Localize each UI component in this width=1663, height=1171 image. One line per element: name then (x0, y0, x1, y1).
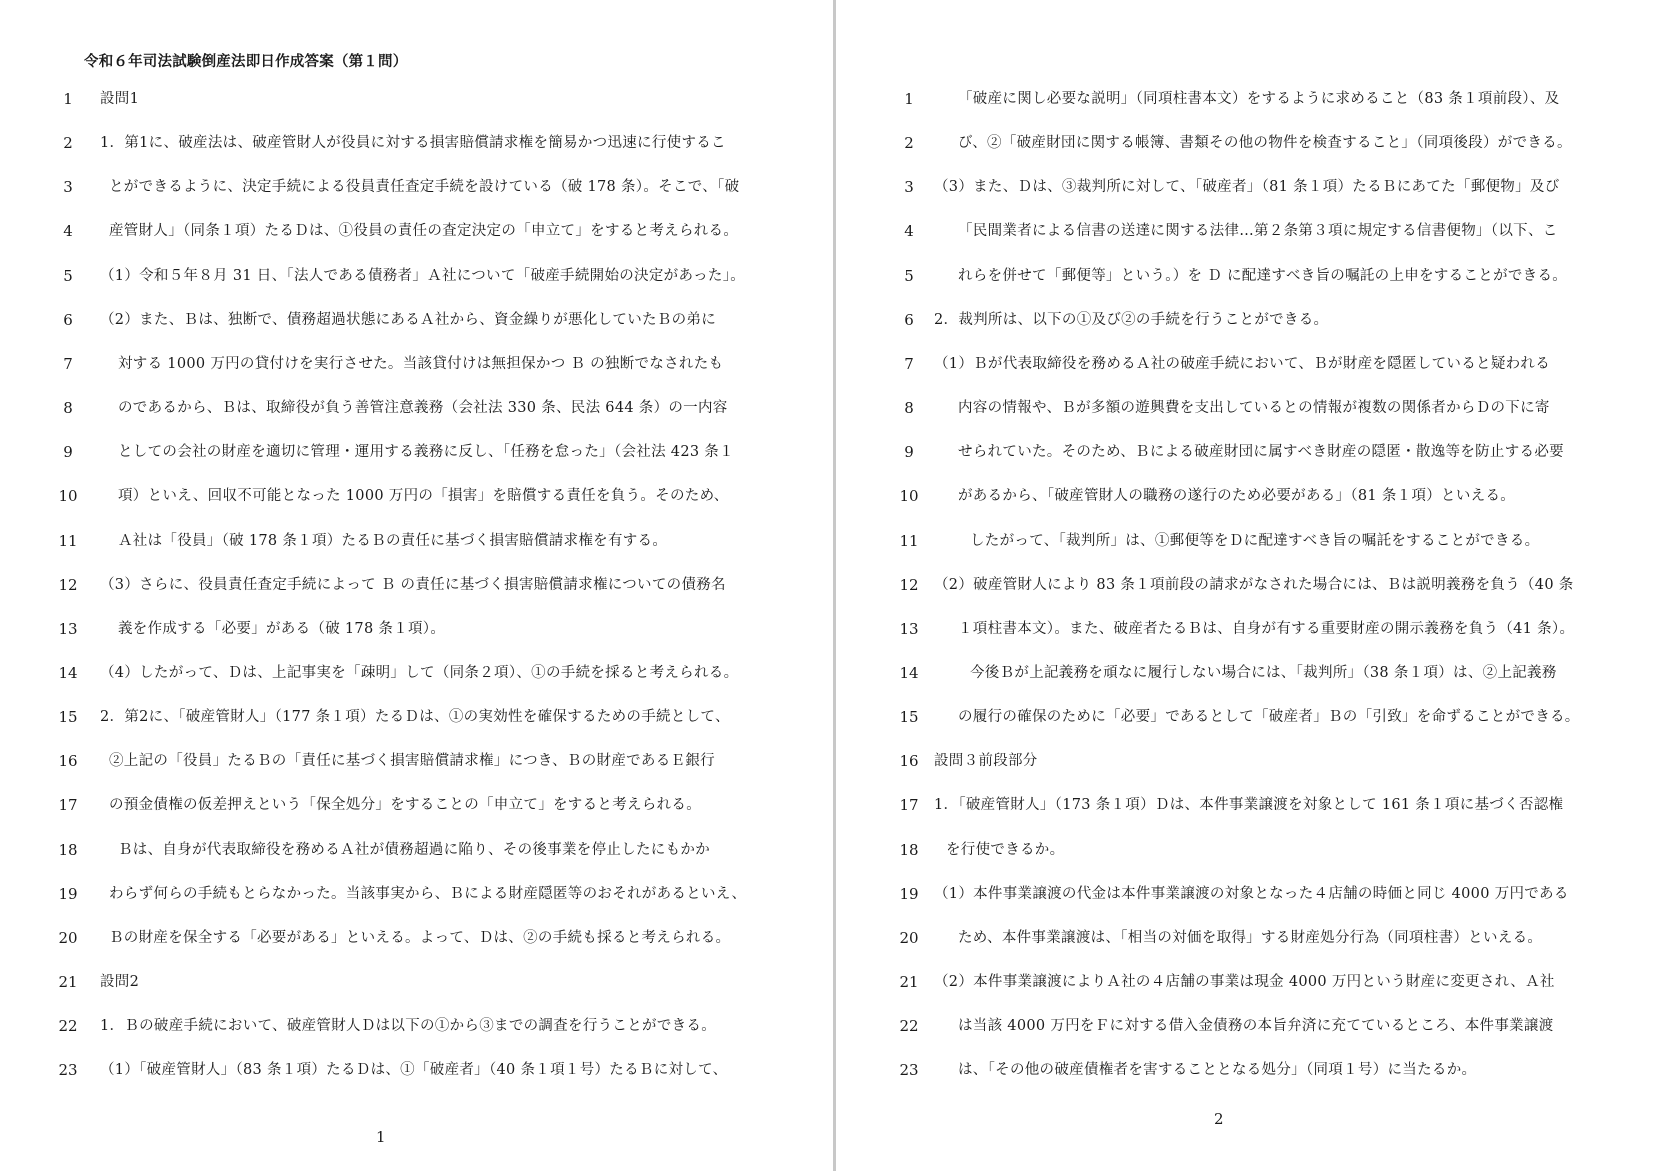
line-text: （1）本件事業譲渡の代金は本件事業譲渡の対象となった４店舗の時価と同じ 4000 万円である (934, 885, 1569, 902)
document-line (0, 1058, 833, 1082)
line-text: （1）「破産管財人」（83 条１項）たるＤは、①「破産者」（40 条１項１号）たるＢに対して、 (100, 1062, 728, 1079)
document-line (836, 882, 1663, 906)
line-number: 20 (899, 928, 919, 947)
document-line (0, 308, 833, 332)
line-number: 4 (63, 222, 73, 241)
line-text: 設問2 (100, 974, 140, 990)
document-line (836, 175, 1663, 199)
document-line (0, 219, 833, 243)
line-text: の預金債権の仮差押えという「保全処分」をすることの「申立て」をすると考えられる。 (109, 797, 701, 814)
line-text: （2）また、Ｂは、独断で、債務超過状態にあるＡ社から、資金繰りが悪化していたＢの弟に (100, 311, 717, 328)
line-text: とができるように、決定手続による役員責任査定手続を設けている（破 178 条）。そこで、「破 (109, 179, 740, 196)
document-line (0, 131, 833, 155)
document-line (0, 749, 833, 773)
line-text: のであるから、Ｂは、取締役が負う善管注意義務（会社法 330 条、民法 644 条）の一内容 (118, 400, 728, 417)
document-line (836, 484, 1663, 508)
line-text: （2）本件事業譲渡によりＡ社の４店舗の事業は現金 4000 万円という財産に変更され、Ａ社 (934, 974, 1555, 990)
line-number: 9 (63, 443, 73, 462)
line-number: 11 (58, 531, 78, 550)
line-number: 16 (899, 752, 919, 771)
line-text: 1．Ｂの破産手続において、破産管財人Ｄは以下の①から③までの調査を行うことができる。 (100, 1018, 717, 1035)
document-line (0, 573, 833, 597)
line-text: ため、本件事業譲渡は、「相当の対価を取得」する財産処分行為（同項柱書）といえる。 (958, 929, 1543, 946)
document-line (836, 131, 1663, 155)
line-text: の履行の確保のために「必要」であるとして「破産者」Ｂの「引致」を命ずることができる。 (958, 709, 1580, 726)
document-line (836, 617, 1663, 641)
line-number: 14 (899, 663, 919, 682)
line-number: 9 (904, 443, 914, 462)
line-text: 2．第2に、「破産管財人」（177 条１項）たるＤは、①の実効性を確保するための手続として、 (100, 709, 730, 726)
document-line (836, 926, 1663, 950)
line-text: 1．第1に、破産法は、破産管財人が役員に対する損害賠償請求権を簡易かつ迅速に行使するこ (100, 135, 726, 152)
page-number: 1 (376, 1128, 386, 1146)
document-line (0, 926, 833, 950)
line-text: があるから、「破産管財人の職務の遂行のため必要がある」（81 条１項）といえる。 (958, 488, 1516, 505)
document-line (836, 264, 1663, 288)
document-line (0, 617, 833, 641)
line-text: （4）したがって、Ｄは、上記事実を「疎明」して（同条２項）、①の手続を採ると考えられる。 (100, 664, 739, 681)
document-line (0, 838, 833, 862)
line-number: 22 (58, 1017, 78, 1036)
document-line (836, 352, 1663, 376)
line-text: Ｂは、自身が代表取締役を務めるＡ社が債務超過に陥り、その後事業を停止したにもかか (118, 841, 710, 858)
document-line (836, 705, 1663, 729)
line-number: 21 (899, 973, 919, 991)
page-number: 2 (1214, 1110, 1224, 1128)
line-number: 22 (899, 1017, 919, 1036)
line-number: 8 (904, 399, 914, 418)
document-line (0, 882, 833, 906)
line-number: 19 (899, 884, 919, 903)
document-line (836, 573, 1663, 597)
line-text: （3）また、Ｄは、③裁判所に対して、「破産者」（81 条１項）たるＢにあてた「郵便物」及び (934, 179, 1560, 196)
line-text: 義を作成する「必要」がある（破 178 条１項）。 (118, 620, 446, 637)
line-number: 23 (899, 1061, 919, 1080)
line-number: 8 (63, 399, 73, 418)
line-text: を行使できるか。 (946, 841, 1065, 858)
document-line (836, 1014, 1663, 1038)
line-number: 12 (58, 575, 78, 594)
line-number: 2 (63, 134, 73, 153)
line-number: 12 (899, 575, 919, 594)
line-number: 14 (58, 663, 78, 682)
line-text: ②上記の「役員」たるＢの「責任に基づく損害賠償請求権」につき、Ｂの財産であるＥ銀行 (109, 753, 715, 770)
line-text: は当該 4000 万円をＦに対する借入金債務の本旨弁済に充てているところ、本件事業譲渡 (958, 1018, 1554, 1035)
line-text: 1．「破産管財人」（173 条１項）Ｄは、本件事業譲渡を対象として 161 条１項に基づく否認権 (934, 797, 1564, 814)
document-line (836, 1058, 1663, 1082)
line-number: 11 (899, 531, 919, 550)
line-text: 「民間業者による信書の送達に関する法律…第２条第３項に規定する信書便物」（以下、こ (958, 223, 1558, 240)
document-line (836, 793, 1663, 817)
line-number: 3 (63, 178, 73, 197)
document-title: 令和６年司法試験倒産法即日作成答案（第１問） (84, 54, 408, 70)
line-text: （3）さらに、役員責任査定手続によって Ｂ の責任に基づく損害賠償請求権についての債務名 (100, 576, 726, 593)
line-text: 対する 1000 万円の貸付けを実行させた。当該貸付けは無担保かつ Ｂ の独断でなされたも (118, 355, 724, 372)
line-text: Ａ社は「役員」（破 178 条１項）たるＢの責任に基づく損害賠償請求権を有する。 (118, 532, 668, 549)
document-line (836, 529, 1663, 553)
document-line (0, 484, 833, 508)
line-number: 6 (904, 310, 914, 329)
line-number: 17 (899, 796, 919, 815)
line-number: 21 (58, 973, 78, 991)
line-number: 23 (58, 1061, 78, 1080)
document-line (836, 219, 1663, 243)
line-text: 設問1 (100, 91, 140, 107)
line-text: 2．裁判所は、以下の①及び②の手続を行うことができる。 (934, 311, 1329, 328)
document-line (836, 661, 1663, 685)
line-number: 13 (899, 619, 919, 638)
line-text: わらず何らの手続もとらなかった。当該事実から、Ｂによる財産隠匿等のおそれがあるといえ、 (109, 885, 747, 902)
document-line (836, 749, 1663, 773)
line-text: としての会社の財産を適切に管理・運用する義務に反し、「任務を怠った」（会社法 423 条１ (118, 444, 734, 461)
line-text: （1）Ｂが代表取締役を務めるＡ社の破産手続において、Ｂが財産を隠匿していると疑われる (934, 355, 1551, 372)
line-number: 10 (899, 487, 919, 506)
line-text: 今後Ｂが上記義務を頑なに履行しない場合には、「裁判所」（38 条１項）は、②上記義務 (970, 664, 1557, 681)
line-number: 19 (58, 884, 78, 903)
document-line (0, 661, 833, 685)
line-text: （1）令和５年８月 31 日、「法人である債務者」Ａ社について「破産手続開始の決定があった」。 (100, 267, 746, 284)
document-line (0, 87, 833, 111)
document-line (0, 1014, 833, 1038)
line-text: 産管財人」（同条１項）たるＤは、①役員の責任の査定決定の「申立て」をすると考えられる。 (109, 223, 739, 240)
document-line (836, 838, 1663, 862)
line-number: 3 (904, 178, 914, 197)
line-text: せられていた。そのため、Ｂによる破産財団に属すべき財産の隠匿・散逸等を防止する必要 (958, 444, 1564, 461)
line-text: （2）破産管財人により 83 条１項前段の請求がなされた場合には、Ｂは説明義務を負う（40 条 (934, 576, 1574, 593)
line-number: 10 (58, 487, 78, 506)
document-line (836, 396, 1663, 420)
line-number: 5 (904, 266, 914, 285)
document-line (0, 264, 833, 288)
line-number: 7 (63, 354, 73, 373)
document-line (0, 175, 833, 199)
line-text: は、「その他の破産債権者を害することとなる処分」（同項１号）に当たるか。 (958, 1062, 1477, 1079)
document-line (0, 396, 833, 420)
line-text: Ｂの財産を保全する「必要がある」といえる。よって、Ｄは、②の手続も採ると考えられる。 (109, 929, 731, 946)
line-number: 15 (58, 708, 78, 727)
line-number: 1 (904, 90, 914, 108)
line-number: 4 (904, 222, 914, 241)
line-number: 18 (58, 840, 78, 859)
line-text: １項柱書本文）。また、破産者たるＢは、自身が有する重要財産の開示義務を負う（41 条）。 (958, 620, 1575, 637)
line-number: 6 (63, 310, 73, 329)
line-number: 5 (63, 266, 73, 285)
document-line (836, 87, 1663, 111)
line-text: 「破産に関し必要な説明」（同項柱書本文）をするように求めること（83 条１項前段）、及 (958, 91, 1560, 107)
document-line (836, 970, 1663, 994)
document-line (0, 352, 833, 376)
document-line (836, 308, 1663, 332)
line-text: 項）といえ、回収不可能となった 1000 万円の「損害」を賠償する責任を負う。そのため、 (118, 488, 729, 505)
line-text: び、②「破産財団に関する帳簿、書類その他の物件を検査すること」（同項後段）ができる。 (958, 135, 1572, 152)
line-number: 7 (904, 354, 914, 373)
document-line (0, 793, 833, 817)
document-page-2 (836, 0, 1663, 1171)
line-number: 13 (58, 619, 78, 638)
document-line (0, 970, 833, 994)
line-text: 内容の情報や、Ｂが多額の遊興費を支出しているとの情報が複数の関係者からＤの下に寄 (958, 400, 1550, 417)
line-number: 16 (58, 752, 78, 771)
line-number: 2 (904, 134, 914, 153)
line-number: 18 (899, 840, 919, 859)
line-number: 1 (63, 90, 73, 108)
line-text: 設問３前段部分 (934, 753, 1038, 770)
line-text: したがって、「裁判所」は、①郵便等をＤに配達すべき旨の嘱託をすることができる。 (970, 532, 1540, 549)
line-number: 15 (899, 708, 919, 727)
document-line (836, 440, 1663, 464)
line-number: 20 (58, 928, 78, 947)
document-line (0, 705, 833, 729)
line-text: れらを併せて「郵便等」という。）を Ｄ に配達すべき旨の嘱託の上申をすることができる。 (958, 267, 1568, 284)
document-line (0, 529, 833, 553)
document-line (0, 440, 833, 464)
line-number: 17 (58, 796, 78, 815)
